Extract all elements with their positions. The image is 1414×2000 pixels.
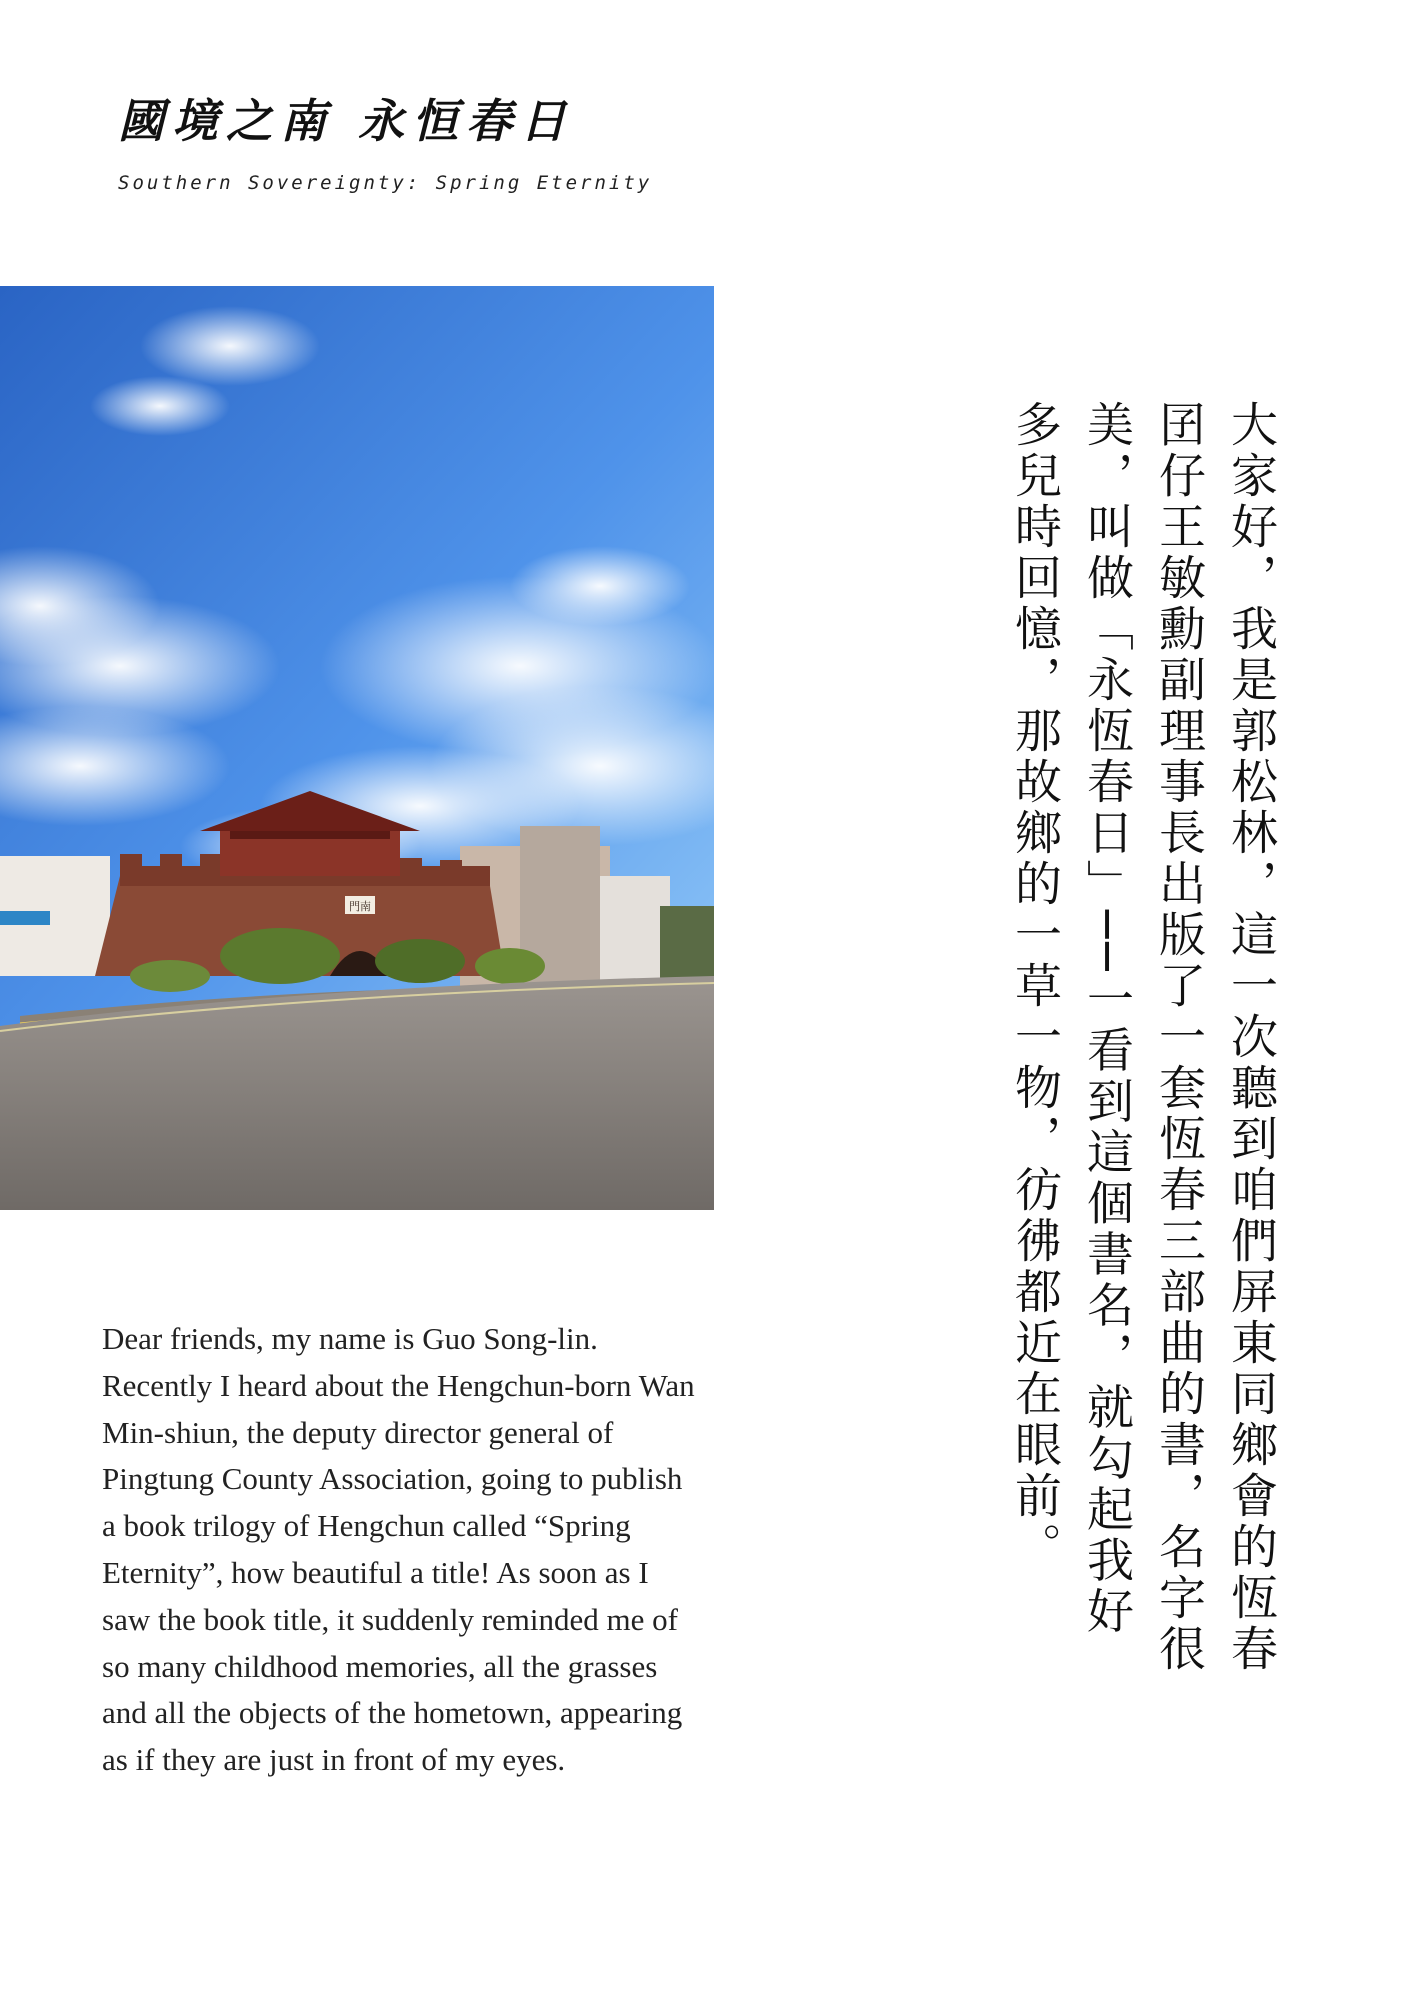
page-subtitle: Southern Sovereignty: Spring Eternity bbox=[118, 172, 653, 194]
header bbox=[118, 92, 678, 194]
body-text-chinese: 大家好，我是郭松林，這一次聽到咱們屏東同鄉會的恆春囝仔王敏勳副理事長出版了一套恆春三部曲的書，名字很美，叫做「永恆春日」──一看到這個書名，就勾起我好多兒時回憶，那故鄉的一草一物，彷彿都近在眼前。 bbox=[1007, 400, 1278, 1675]
gate-sign: 門南 bbox=[349, 900, 371, 913]
south-gate-photo bbox=[0, 286, 714, 1210]
body-text-english: Dear friends, my name is Guo Song-lin. Recently I heard about the Hengchun-born Wan Min-shiun, the deputy director general of Pingtung County Association, going to publish a book trilogy of Hengchun called “Spring Eternity”, how beautiful a title! As soon as I saw the book title, it suddenly reminded me of so many childhood memories, all the grasses and all the objects of the hometown, appearing as if they are just in front of my eyes. bbox=[102, 1321, 695, 1778]
page-title: 國境之南 永恒春日 bbox=[118, 94, 575, 148]
